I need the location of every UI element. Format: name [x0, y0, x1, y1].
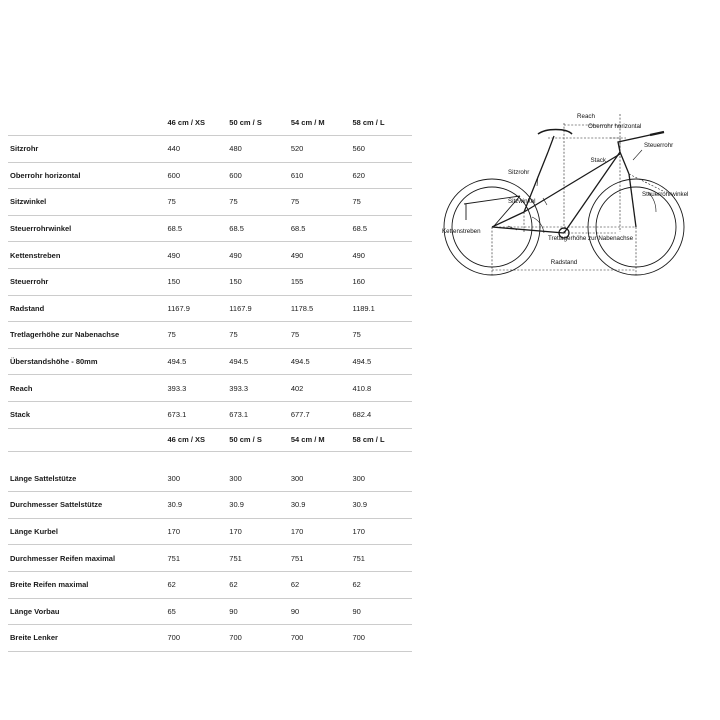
cell-xs: 30.9: [166, 492, 228, 519]
table-row: [8, 571, 412, 598]
cell-s: 150: [227, 268, 289, 295]
row-label: Kettenstreben: [8, 242, 166, 269]
cell-s: 673.1: [227, 401, 289, 428]
cell-xs: 65: [166, 598, 228, 625]
cell-s: 75: [227, 189, 289, 216]
table-row: [8, 518, 412, 545]
row-label: Stack: [8, 401, 166, 428]
leader-steuerrohr: [633, 150, 642, 160]
cell-l: 300: [350, 466, 412, 492]
cell-s: 75: [227, 322, 289, 349]
cell-l: 90: [350, 598, 412, 625]
cell-xs: 150: [166, 268, 228, 295]
spacer-cell: [227, 451, 289, 466]
row-label: Länge Vorbau: [8, 598, 166, 625]
cell-m: 677.7: [289, 401, 351, 428]
cell-xs: 751: [166, 545, 228, 572]
cell-l: 490: [350, 242, 412, 269]
cell-l: 30.9: [350, 492, 412, 519]
column-header-m: 54 cm / M: [289, 110, 351, 136]
row-label: Steuerrohr: [8, 268, 166, 295]
row-label: Länge Sattelstütze: [8, 466, 166, 492]
row-label: Überstandshöhe - 80mm: [8, 348, 166, 375]
cell-s: 170: [227, 518, 289, 545]
cell-l: 560: [350, 136, 412, 163]
label-tretlagerhoehe: Tretlagerhöhe zur Nabenachse: [548, 235, 634, 242]
cell-s: 1167.9: [227, 295, 289, 322]
cell-xs: 440: [166, 136, 228, 163]
cell-m: 75: [289, 322, 351, 349]
table-head: [8, 110, 412, 136]
cell-xs: 75: [166, 189, 228, 216]
cell-s: 393.3: [227, 375, 289, 402]
cell-s: 494.5: [227, 348, 289, 375]
steuerrohrwinkel-guide: [629, 174, 665, 192]
table-row: [8, 466, 412, 492]
cell-s: 751: [227, 545, 289, 572]
table-row: [8, 348, 412, 375]
row-label: Breite Lenker: [8, 625, 166, 652]
cell-xs: 490: [166, 242, 228, 269]
cell-l: 62: [350, 571, 412, 598]
label-steuerrohrwinkel: Steuerrohrwinkel: [642, 191, 689, 198]
chainstay: [492, 227, 564, 233]
table-header-row: [8, 110, 412, 136]
cell-s: 62: [227, 571, 289, 598]
cell-l: 75: [350, 322, 412, 349]
column-header-xs-2: 46 cm / XS: [166, 428, 228, 451]
cell-s: 490: [227, 242, 289, 269]
geometry-table: [8, 110, 412, 652]
table-row: [8, 401, 412, 428]
cell-l: 410.8: [350, 375, 412, 402]
bicycle-geometry-diagram: [420, 92, 712, 292]
cell-m: 68.5: [289, 215, 351, 242]
row-label: Tretlagerhöhe zur Nabenachse: [8, 322, 166, 349]
table-row: [8, 625, 412, 652]
spacer-cell: [350, 451, 412, 466]
table-body-main: [8, 136, 412, 652]
cell-m: 155: [289, 268, 351, 295]
cell-xs: 700: [166, 625, 228, 652]
cell-m: 90: [289, 598, 351, 625]
cell-l: 75: [350, 189, 412, 216]
label-sitzrohr: Sitzrohr: [508, 169, 530, 176]
label-steuerrohr: Steuerrohr: [644, 142, 674, 149]
cell-l: 1189.1: [350, 295, 412, 322]
table-row: [8, 136, 412, 163]
fork: [629, 174, 636, 227]
cell-s: 700: [227, 625, 289, 652]
seat-post: [548, 136, 554, 152]
cell-m: 62: [289, 571, 351, 598]
down-tube: [564, 152, 620, 233]
table-subheader-row: [8, 428, 412, 451]
row-label: Reach: [8, 375, 166, 402]
spacer-cell: [289, 451, 351, 466]
spacer-cell: [8, 451, 166, 466]
cell-s: 90: [227, 598, 289, 625]
header-blank: [8, 110, 166, 136]
table-row: [8, 492, 412, 519]
cell-l: 494.5: [350, 348, 412, 375]
cell-xs: 62: [166, 571, 228, 598]
cell-xs: 673.1: [166, 401, 228, 428]
saddle: [538, 130, 572, 135]
cell-xs: 494.5: [166, 348, 228, 375]
table-row: [8, 545, 412, 572]
cell-m: 494.5: [289, 348, 351, 375]
column-header-m-2: 54 cm / M: [289, 428, 351, 451]
row-label: Länge Kurbel: [8, 518, 166, 545]
cell-s: 30.9: [227, 492, 289, 519]
row-label: Sitzwinkel: [8, 189, 166, 216]
table-row: [8, 375, 412, 402]
table-row: [8, 598, 412, 625]
table-spacer: [8, 451, 412, 466]
cell-s: 300: [227, 466, 289, 492]
column-header-xs: 46 cm / XS: [166, 110, 228, 136]
cell-m: 75: [289, 189, 351, 216]
column-header-l: 58 cm / L: [350, 110, 412, 136]
label-kettenstreben: Kettenstreben: [442, 228, 481, 235]
spacer-cell: [166, 451, 228, 466]
cell-m: 402: [289, 375, 351, 402]
cell-xs: 1167.9: [166, 295, 228, 322]
cell-m: 520: [289, 136, 351, 163]
cell-m: 300: [289, 466, 351, 492]
cell-s: 480: [227, 136, 289, 163]
row-label: Radstand: [8, 295, 166, 322]
cell-xs: 68.5: [166, 215, 228, 242]
row-label: Sitzrohr: [8, 136, 166, 163]
table-row: [8, 215, 412, 242]
cell-xs: 75: [166, 322, 228, 349]
cell-l: 682.4: [350, 401, 412, 428]
table-row: [8, 295, 412, 322]
seatstay: [492, 212, 524, 227]
head-tube: [620, 152, 629, 174]
cell-m: 490: [289, 242, 351, 269]
cell-xs: 393.3: [166, 375, 228, 402]
label-stack: Stack: [590, 157, 606, 164]
row-label: Breite Reifen maximal: [8, 571, 166, 598]
row-label: Oberrohr horizontal: [8, 162, 166, 189]
bicycle-diagram-svg: [420, 92, 712, 292]
column-header-s: 50 cm / S: [227, 110, 289, 136]
handlebar-grip: [650, 132, 664, 135]
cell-xs: 300: [166, 466, 228, 492]
measure-lines-group: [492, 114, 665, 275]
cell-m: 700: [289, 625, 351, 652]
label-oberrohr-horizontal: Oberrohr horizontal: [588, 123, 642, 130]
cell-l: 751: [350, 545, 412, 572]
cell-l: 620: [350, 162, 412, 189]
cell-m: 610: [289, 162, 351, 189]
cell-m: 170: [289, 518, 351, 545]
cell-m: 1178.5: [289, 295, 351, 322]
column-header-l-2: 58 cm / L: [350, 428, 412, 451]
cell-s: 600: [227, 162, 289, 189]
table-row: [8, 242, 412, 269]
label-radstand: Radstand: [550, 259, 578, 266]
label-sitzwinkel: Sitzwinkel: [508, 198, 536, 205]
column-header-s-2: 50 cm / S: [227, 428, 289, 451]
subheader-blank: [8, 428, 166, 451]
table-row: [8, 162, 412, 189]
label-reach: Reach: [577, 113, 595, 120]
cell-s: 68.5: [227, 215, 289, 242]
cell-m: 751: [289, 545, 351, 572]
table-row: [8, 322, 412, 349]
cell-l: 170: [350, 518, 412, 545]
table-row: [8, 189, 412, 216]
cell-xs: 600: [166, 162, 228, 189]
cell-l: 700: [350, 625, 412, 652]
cell-l: 68.5: [350, 215, 412, 242]
cell-xs: 170: [166, 518, 228, 545]
row-label: Durchmesser Reifen maximal: [8, 545, 166, 572]
table-row: [8, 268, 412, 295]
cell-l: 160: [350, 268, 412, 295]
row-label: Durchmesser Sattelstütze: [8, 492, 166, 519]
cell-m: 30.9: [289, 492, 351, 519]
row-label: Steuerrohrwinkel: [8, 215, 166, 242]
